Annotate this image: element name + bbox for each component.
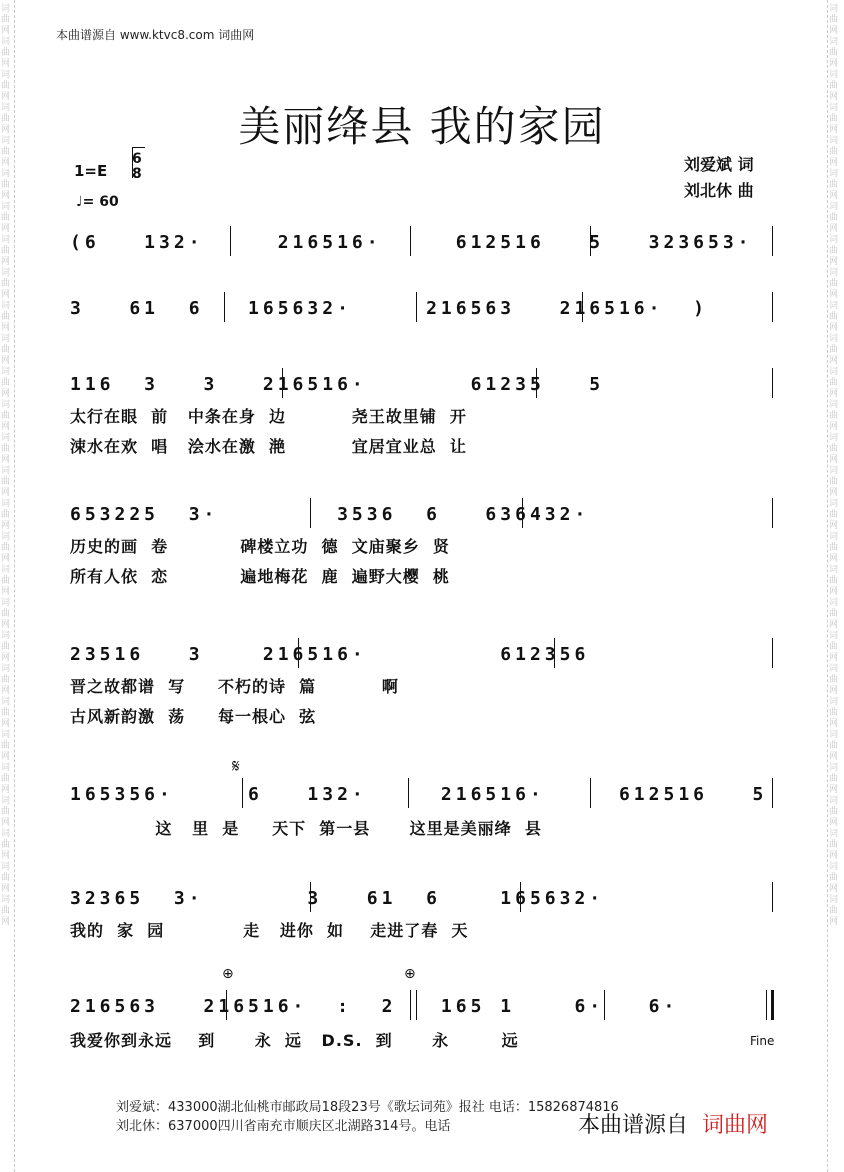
barline [772,368,773,398]
barline [416,990,417,1020]
notation-row-6 [70,784,774,814]
barline [522,498,523,528]
song-title: 美丽绛县 我的家园 [238,102,606,151]
row-notes: 116 3 3 216516· 61235 5 [70,374,605,395]
left-watermark-text: 词曲网词曲网词曲网词曲网词曲网词曲网词曲网词曲网词曲网词曲网词曲网词曲网词曲网词曲网词曲网词曲网词曲网词曲网词曲网词曲网词曲网词曲网词曲网词曲网词曲网词曲网词曲网词曲网 [1,4,11,927]
notation-row-7 [70,888,774,918]
lyric-line-6: 古风新韵激 荡 每一根心 弦 [70,707,317,726]
footer-line-2: 刘北休：637000四川省南充市顺庆区北湖路314号。电话 [116,1119,451,1134]
time-sig-top: 6 [132,151,142,167]
barline [310,498,311,528]
barline [772,638,773,668]
lyric-line-4: 所有人依 恋 遍地梅花 鹿 遍野大樱 桃 [70,567,450,586]
coda-icon: ⊕ [404,966,416,982]
final-barline [771,990,774,1020]
barline [242,778,243,808]
barline [230,226,231,256]
barline [226,990,227,1020]
lyric-line-9: 我爱你到永远 到 永 远 D.S. 到 永 远 [70,1031,519,1050]
barline [590,226,591,256]
row-notes: 165356· 6 132· 216516· 612516 5 [70,784,768,805]
footer-brand-text: 本曲谱源自 [578,1113,689,1138]
barline [582,292,583,322]
notation-row-4 [70,504,774,534]
barline [590,778,591,808]
lyric-line-1: 太行在眼 前 中条在身 边 尧王故里铺 开 [70,407,467,426]
lyric-line-7: 这 里 是 天下 第一县 这里是美丽绛 县 [70,819,542,838]
barline [224,292,225,322]
barline [298,638,299,668]
barline [410,226,411,256]
barline [772,498,773,528]
source-header: 本曲谱源自 www.ktvc8.com 词曲网 [56,28,255,42]
lyric-line-5: 晋之故都谱 写 不朽的诗 篇 啊 [70,677,399,696]
barline [536,368,537,398]
barline [772,778,773,808]
notation-row-3 [70,374,774,404]
tempo-marking: ♩= 60 [76,194,119,210]
barline [410,990,411,1020]
row-notes: 653225 3· 3536 6 636432· [70,504,590,525]
row-notes: (6 132· 216516· 612516 5 323653· [70,232,753,253]
fine-marking: Fine [750,1034,775,1048]
right-watermark-strip [827,0,844,1172]
barline [604,990,605,1020]
footer-brand [578,1108,768,1139]
lyricist-credit: 刘爱斌 词 [684,155,754,174]
barline [772,882,773,912]
barline [416,292,417,322]
lyric-line-8: 我的 家 园 走 进你 如 走进了春 天 [70,921,469,940]
lyric-line-2: 涑水在欢 唱 浍水在激 滟 宜居宜业总 让 [70,437,467,456]
credits [684,152,754,204]
row-notes: 216563 216516· : 2 165 1 6· 6· [70,996,679,1017]
row-notes: 3 61 6 165632· 216563 216516· ) [70,298,708,319]
barline [520,882,521,912]
barline [766,990,767,1020]
composer-credit: 刘北休 曲 [684,181,754,200]
footer-line-1: 刘爱斌：433000湖北仙桃市邮政局18段23号《歌坛词苑》报社 电话：15826874816 [116,1100,619,1115]
footer-contacts [116,1098,619,1136]
row-notes: 32365 3· 3 61 6 165632· [70,888,605,909]
lyric-line-3: 历史的画 卷 碑楼立功 德 文庙聚乡 贤 [70,537,450,556]
time-sig-divider [132,147,145,178]
right-watermark-text: 词曲网词曲网词曲网词曲网词曲网词曲网词曲网词曲网词曲网词曲网词曲网词曲网词曲网词曲网词曲网词曲网词曲网词曲网词曲网词曲网词曲网词曲网词曲网词曲网词曲网词曲网词曲网词曲网 [829,4,839,927]
barline [554,638,555,668]
notation-row-2 [70,298,774,328]
barline [772,226,773,256]
barline [282,368,283,398]
barline [408,778,409,808]
notation-row-8 [70,996,774,1026]
key-signature: 1=E [74,162,108,180]
barline [310,882,311,912]
notation-row-5 [70,644,774,674]
barline [772,292,773,322]
footer-brand-site: 词曲网 [702,1113,769,1138]
notation-row-1 [70,232,774,262]
left-watermark-strip [0,0,15,1172]
coda-icon: ⊕ [222,966,234,982]
time-sig-bottom: 8 [132,166,142,182]
time-signature [132,152,142,182]
row-notes: 23516 3 216516· 612356 [70,644,590,665]
segno-icon: 𝄋 [232,756,240,777]
